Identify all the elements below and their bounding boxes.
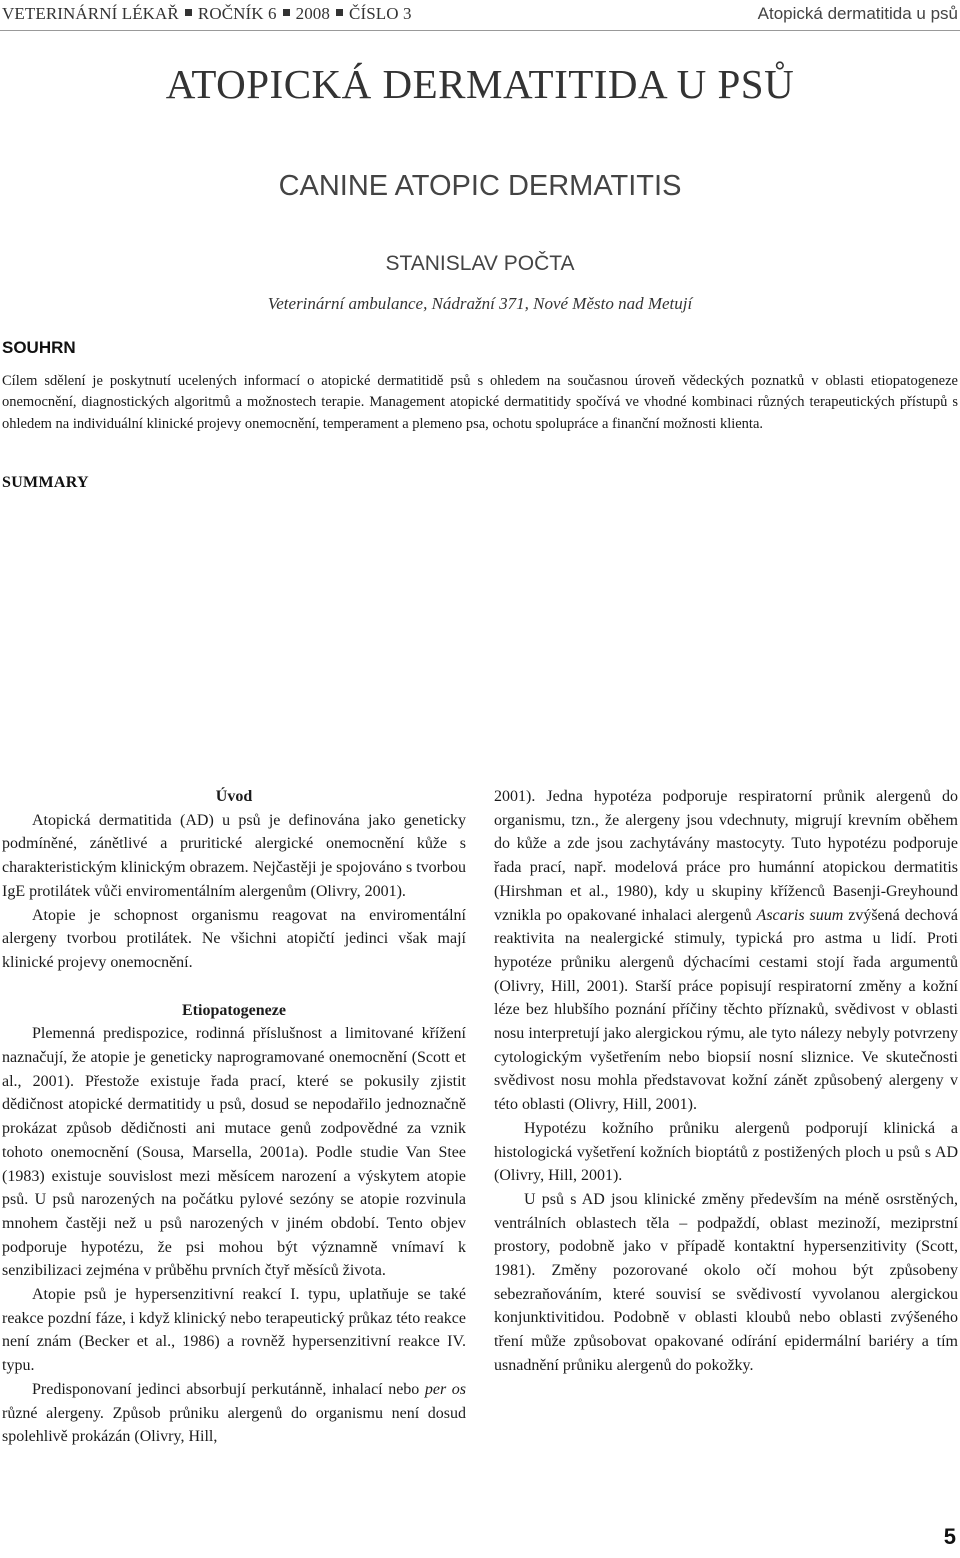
running-short-title: Atopická dermatitida u psů: [757, 4, 958, 23]
souhrn-abstract: Cílem sdělení je poskytnutí ucelených informací o atopické dermatitidě psů s ohledem na současnou úroveň vědeckých poznatků v oblasti etiopatogeneze onemocnění, diagnostických algoritmů a možnostech terapie. Management atopické dermatitidy spočívá ve vhodné kombinaci různých terapeutických přístupů s ohledem na individuální klinické projevy onemocnění, temperament a plemeno psa, ochotu spolupráce a finanční možnosti klienta.: [2, 373, 958, 432]
etio-paragraph-3: [2, 1378, 466, 1449]
uvod-heading: Úvod: [215, 788, 253, 805]
journal-name: VETERINÁRNÍ LÉKAŘ: [2, 4, 179, 23]
etio-paragraph-2: Atopie psů je hypersenzitivní reakcí I. typu, uplatňuje se také reakce pozdní fáze, i když klinický nebo terapeutický průkaz této reakce není znám (Becker et al., 1986) a rovněž hypersenzitivní reakce IV. typu.: [2, 1286, 466, 1375]
right-p1-text-a: 2001). Jedna hypotéza podporuje respiratorní průnik alergenů do organismu, tzn., že alergeny jsou vdechnuty, migrují krevním oběhem do kůže a zde jsou zachytávány mastocyty. Tuto hypotézu podporuje řada prací, např. modelová práce pro humánní atopickou dermatitis (Hirshman et al., 1980), kdy u skupiny kříženců Basenji-Greyhound vznikla po opakované inhalaci alergenů: [494, 788, 958, 924]
right-p1-text-b: zvýšená dechová reaktivita na nealergické stimuly, typická pro astma u lidí. Proti hypotéze průniku alergenů dýchacími cestami stojí řada argumentů (Olivry, Hill, 2001). Starší práce popisují respiratorní změny a kožní léze bez hlubšího poznání příčiny těchto příznaků, svědivost v oblasti nosu interpretují jako alergickou rýmu, ale tyto nálezy nebyly potvrzeny cytologickým vyšetřením nebo biopsií nosní sliznice. Ve skutečnosti svědivost nosu mohla představovat kožní zánět způsobený alergeny v této oblasti (Olivry, Hill, 2001).: [494, 906, 959, 1114]
journal-info: [2, 4, 412, 24]
etio-paragraph-1: Plemenná predispozice, rodinná příslušnost a limitované křížení naznačují, že atopie je geneticky naprogramované onemocnění (Scott et al., 2001). Přestože existuje řada prací, které se pokusily zjistit dědičnost atopické dermatitidy u psů, dosud se nepodařilo jednoznačně prokázat způsob dědičnosti ani mutace genů zodpovědné za vznik tohoto onemocnění (Sousa, Marsella, 2001a). Podle studie Van Stee (1983) existuje souvislost mezi měsícem narození a výskytem atopie psů. U psů narozených na počátku pylové sezóny se atopie rozvinula mnohem častěji než u psů narozených v jiném období. Tento objev podporuje hypotézu, že psi mohou být významně vnímaví k senzibilizaci zejména v průběhu prvních čtyř měsíců života.: [2, 1025, 466, 1280]
square-bullet-icon: [336, 9, 343, 16]
article-subtitle: CANINE ATOPIC DERMATITIS: [278, 170, 682, 202]
etio-p3-italic: per os: [424, 1380, 466, 1398]
right-paragraph-2: Hypotézu kožního průniku alergenů podporují klinická a histologická vyšetření kožních bioptátů z postižených ploch u psů s AD (Olivry, Hill, 2001).: [494, 1119, 958, 1185]
right-p1-italic: Ascaris suum: [756, 906, 844, 924]
author-name: STANISLAV POČTA: [385, 252, 575, 275]
header-divider: [0, 30, 960, 31]
etio-p3-text-b: různé alergeny. Způsob průniku alergenů do organismu není dosud spolehlivě prokázán (Olivry, Hill,: [2, 1404, 466, 1446]
right-column: [494, 785, 958, 1378]
journal-year: 2008: [295, 4, 331, 23]
summary-heading: SUMMARY: [2, 474, 89, 491]
author-affiliation: Veterinární ambulance, Nádražní 371, Nové Město nad Metují: [267, 294, 693, 313]
right-paragraph-3: U psů s AD jsou klinické změny především na méně osrstěných, ventrálních oblastech těla – podpaždí, oblast mezinoží, meziprstní prostory, podobně jako v případě kontaktní hypersenzitivity (Scott, 1981). Změny pozorované okolo očí mohou být způsobeny sebezraňováním, které souvisí se svědivostí vyvolanou alergickou konjunktivitidou. Podobně v oblasti kloubů nebo oblasti zvýšeného tření může způsobovat opakované odírání epidermální bariéry a tím usnadnění průniku alergenů do pokožky.: [494, 1190, 958, 1374]
article-title: ATOPICKÁ DERMATITIDA U PSŮ: [165, 61, 795, 107]
journal-issue: ČÍSLO 3: [349, 4, 412, 23]
uvod-paragraph-1: Atopická dermatitida (AD) u psů je definována jako geneticky podmíněné, zánětlivé a pruritické alergické onemocnění kůže s charakteristickým klinickým obrazem. Nejčastěji je spojováno s tvorbou IgE protilátek vůči enviromentálním alergenům (Olivry, 2001).: [2, 811, 466, 900]
etio-p3-text-a: Predisponovaní jedinci absorbují perkutánně, inhalací nebo: [32, 1380, 425, 1398]
square-bullet-icon: [185, 9, 192, 16]
square-bullet-icon: [283, 9, 290, 16]
running-head: [2, 4, 958, 26]
etiopatogeneze-heading: Etiopatogeneze: [182, 1001, 286, 1019]
souhrn-heading: SOUHRN: [2, 338, 76, 357]
journal-volume: ROČNÍK 6: [197, 4, 277, 23]
uvod-paragraph-2: Atopie je schopnost organismu reagovat na enviromentální alergeny tvorbou protilátek. Ne všichni atopičtí jedinci však mají klinické projevy onemocnění.: [2, 906, 466, 971]
right-paragraph-1: [494, 785, 958, 1117]
left-column: [2, 785, 466, 1449]
page-number: 5: [943, 1524, 956, 1549]
